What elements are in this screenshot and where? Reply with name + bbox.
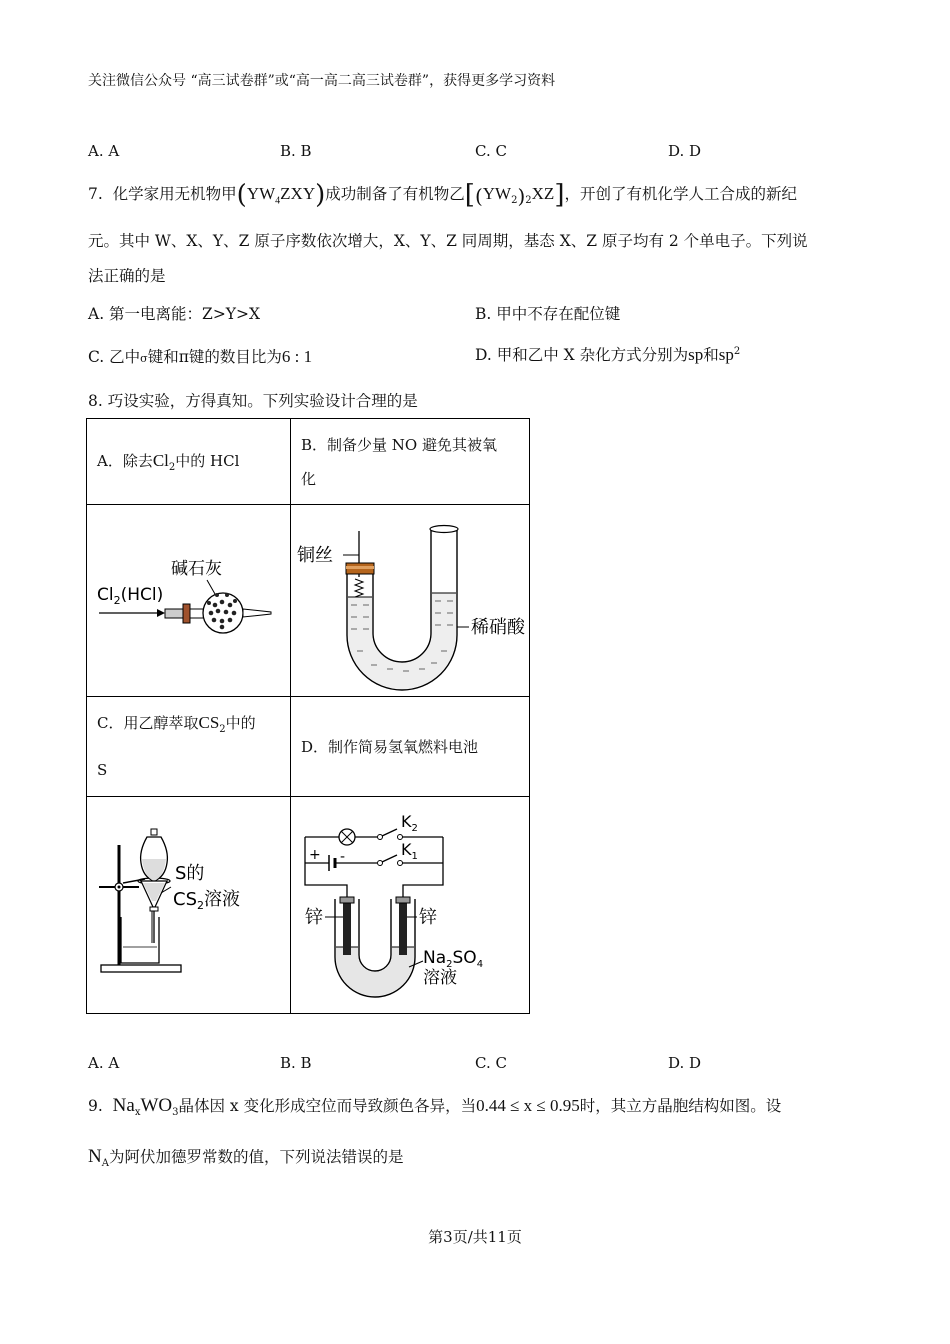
cell-a-title: A．除去$Cl_2$中的 HCl xyxy=(87,419,291,505)
na2so4-label: $Na_2SO_4$ xyxy=(423,948,484,970)
cell-c-title: C．用乙醇萃取$CS_2$中的 S xyxy=(87,697,291,797)
arrow-head xyxy=(157,609,165,617)
cell-d-figure xyxy=(291,797,530,1014)
q7-line1: 7. 化学家用无机物甲$(YW_4ZXY)$成功制备了有机物乙$[(YW_2)_2XZ]$，开创了有机化学人工合成的新纪 xyxy=(88,180,797,210)
zinc-label-left: 锌 xyxy=(305,907,323,928)
plus-sign: + xyxy=(309,847,321,863)
fuel-cell-figure xyxy=(291,797,529,1009)
q8-stem: 8. 巧设实验，方得真知。下列实验设计合理的是 xyxy=(88,392,418,410)
q8-option-d: D. D xyxy=(668,1054,702,1072)
stand-base xyxy=(101,965,181,972)
u-tube-figure xyxy=(291,505,529,692)
page-header: 关注微信公众号 “高三试卷群”或“高一高二高三试卷群”，获得更多学习资料 xyxy=(88,73,556,89)
q7-option-a: A. 第一电离能：Z>Y>X xyxy=(88,305,261,323)
q6-option-c: C. C xyxy=(475,142,507,160)
k2-label: $K_2$ xyxy=(401,812,418,834)
page-footer: 第3页/共11页 xyxy=(428,1228,522,1246)
zinc-label-right: 锌 xyxy=(419,907,437,928)
cell-b-figure xyxy=(291,505,530,697)
switch-k1 xyxy=(382,855,397,862)
q6-option-a: A. A xyxy=(88,142,120,160)
soda-lime-label: 碱石灰 xyxy=(171,559,222,579)
q6-option-b: B. B xyxy=(280,142,312,160)
q7-option-c: C. 乙中σ键和π键的数目比为6 : 1 xyxy=(88,347,313,366)
k1-label: $K_1$ xyxy=(401,840,418,862)
solution-label: 溶液 xyxy=(423,968,457,988)
zinc-electrode-left xyxy=(343,901,351,955)
s-solution-label-2: $CS_2$溶液 xyxy=(173,889,240,912)
cell-b-title: B．制备少量 NO 避免其被氧 化 xyxy=(291,419,530,505)
zinc-electrode-right xyxy=(399,901,407,955)
drying-tube-figure xyxy=(87,505,290,692)
q9-line2: $N_A$为阿伏加德罗常数的值，下列说法错误的是 xyxy=(88,1146,404,1170)
cell-a-figure xyxy=(87,505,291,697)
minus-sign: - xyxy=(340,849,346,865)
q7-line2: 元。其中 W、X、Y、Z 原子序数依次增大，X、Y、Z 同周期，基态 X、Z 原子均有 2 个单电子。下列说 xyxy=(88,232,808,250)
separatory-funnel-figure xyxy=(87,797,290,1009)
cell-d-title: D．制作简易氢氧燃料电池 xyxy=(291,697,530,797)
dilute-nitric-acid-label: 稀硝酸 xyxy=(471,617,525,638)
experiment-table xyxy=(86,418,530,1014)
q8-option-a: A. A xyxy=(88,1054,120,1072)
s-solution-label-1: S的 xyxy=(175,863,205,884)
gas-label: $Cl_2(HCl)$ xyxy=(97,585,164,607)
q8-option-c: C. C xyxy=(475,1054,507,1072)
q7-option-d: D. 甲和乙中 X 杂化方式分别为sp和$sp^2$ xyxy=(475,345,741,364)
copper-wire-label: 铜丝 xyxy=(297,545,333,566)
q7-option-b: B. 甲中不存在配位键 xyxy=(475,305,621,323)
switch-k2 xyxy=(382,829,397,836)
q7-line3: 法正确的是 xyxy=(88,267,166,285)
cell-c-figure xyxy=(87,797,291,1014)
q8-option-b: B. B xyxy=(280,1054,312,1072)
q9-line1: 9. $Na_xWO_3$晶体因 x 变化形成空位而导致颜色各异，当0.44 ≤ x ≤ 0.95时，其立方晶胞结构如图。设 xyxy=(88,1095,782,1119)
q6-option-d: D. D xyxy=(668,142,702,160)
